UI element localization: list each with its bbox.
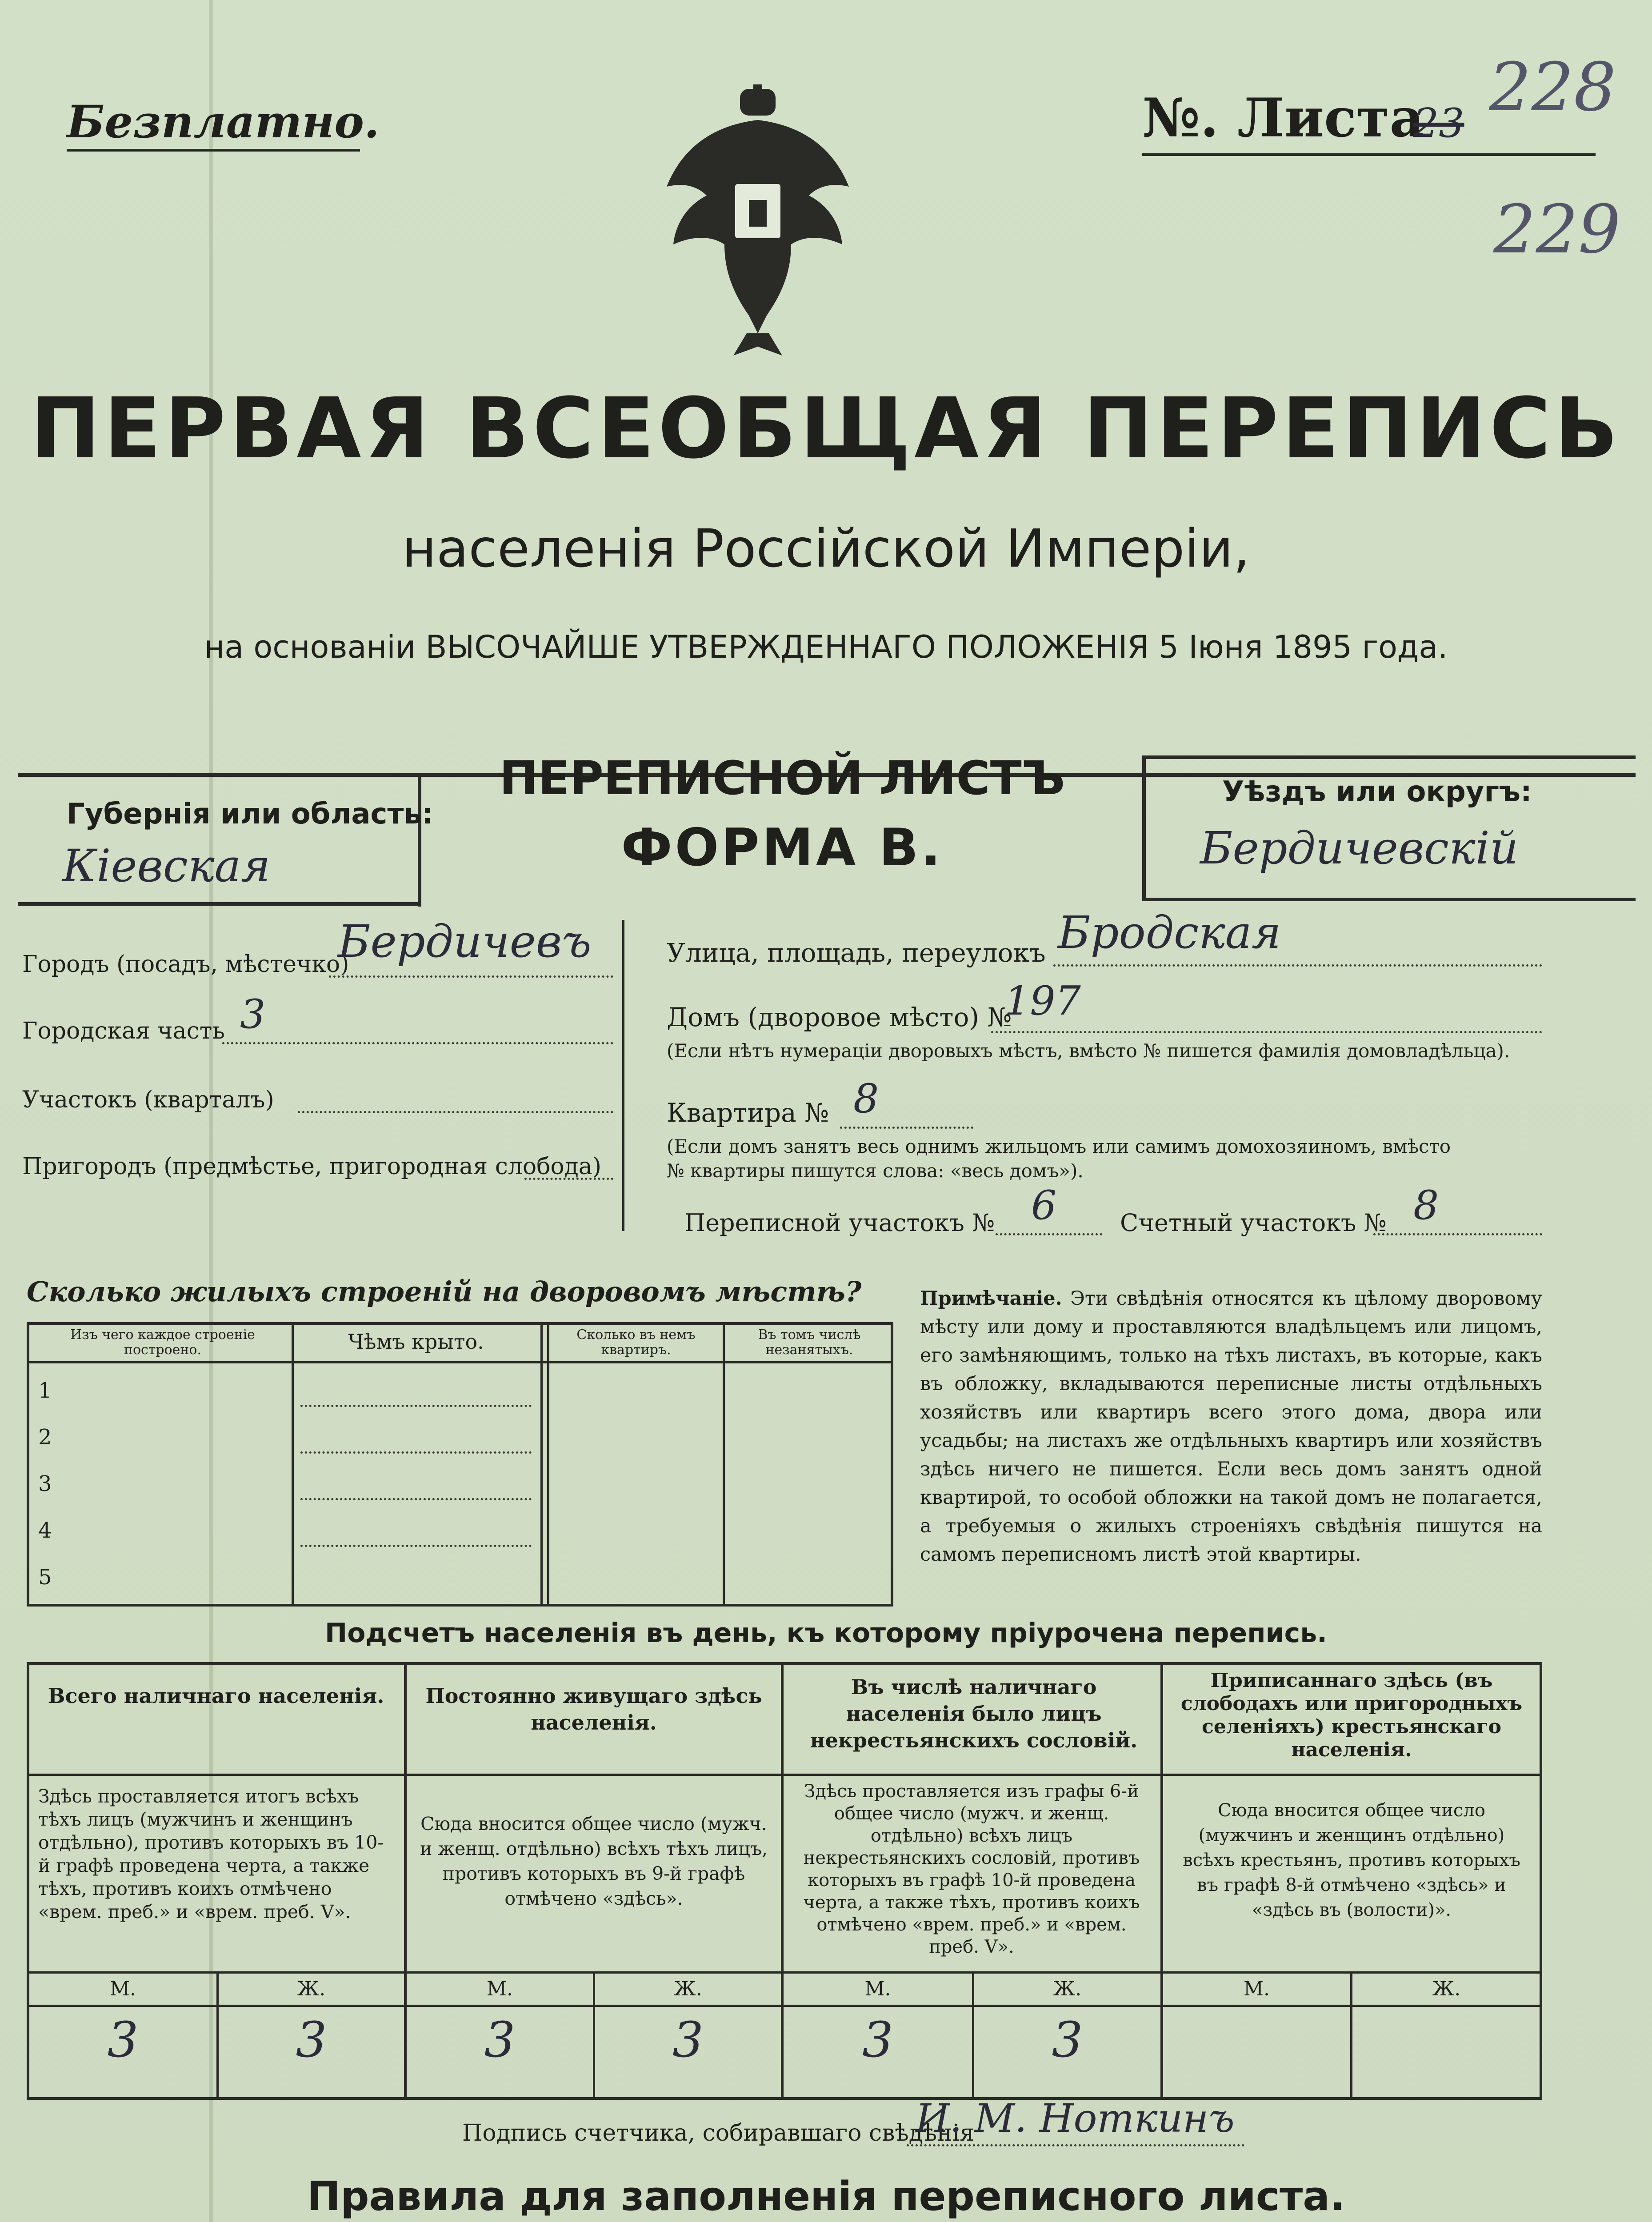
buildings-col-divider-3 [547,1325,549,1605]
tally-col-1-m-value: 3 [107,2011,139,2068]
tally-col-1-f-label: Ж. [297,1978,326,2000]
note-body: Эти свѣдѣнія относятся къ цѣлому дворовому мѣсту или дому и проставляются владѣльцемъ или лицомъ, его замѣняющимъ, только на тѣхъ листахъ, въ которые, какъ въ обложку, вкладываются переписные листы отдѣльныхъ хозяйствъ или квартиръ всего этого дома, двора или усадьбы; на листахъ же отдѣльныхъ квартиръ или хозяйствъ здѣсь ничего не пишется. Если весь домъ занятъ одной квартирой, то особой обложки на такой домъ не полагается, а требуемыя о жилыхъ строеніяхъ свѣдѣнія пишутся на самомъ переписномъ листѣ этой квартиры. [920,1287,1543,1566]
tally-col-3-head: Въ числѣ наличнаго населенія было лицъ некрестьянскихъ сословій. [810,1675,1138,1752]
tally-col-2-text: Сюда вносится общее число (мужч. и женщ. отдѣльно) всѣхъ тѣхъ лицъ, противъ которыхъ въ 9-й графѣ отмѣчено «здѣсь». [420,1813,768,1909]
uezd-label: Уѣздъ или округъ: [1222,775,1532,808]
tally-table [27,1662,1542,2100]
buildings-col-divider-1 [292,1325,294,1605]
gubernia-label: Губернія или область: [67,798,433,831]
city-part-line [222,1042,613,1044]
tally-col-4-head: Приписаннаго здѣсь (въ слободахъ или пригородныхъ селеніяхъ) крестьянскаго населенія. [1180,1669,1523,1761]
tally-col-2-head: Постоянно живущаго здѣсь населенія. [425,1684,762,1734]
legal-basis: на основаніи ВЫСОЧАЙШЕ УТВЕРЖДЕННАГО ПОЛОЖЕНІЯ 5 Іюня 1895 года. [204,629,1448,665]
buildings-heading: Сколько жилыхъ строеній на дворовомъ мѣстѣ? [27,1275,862,1308]
census-area-label: Переписной участокъ № [684,1209,995,1237]
tally-col-1-m-label: М. [109,1978,136,2000]
building-row-line-3 [300,1498,532,1500]
count-area-label: Счетный участокъ № [1120,1209,1387,1237]
tally-col-4-f-label: Ж. [1432,1978,1461,2000]
count-area-value: 8 [1413,1182,1439,1229]
apartment-note-1: (Если домъ занятъ весь однимъ жильцомъ или самимъ домохозяиномъ, вмѣсто [667,1135,1451,1157]
tally-col-1-f-value: 3 [296,2011,327,2068]
tally-col-1-text: Здѣсь проставляется итогъ всѣхъ тѣхъ лицъ (мужчинъ и женщинъ отдѣльно), противъ которыхъ въ 10-й графѣ проведена черта, а также тѣхъ, противъ коихъ отмѣчено «врем. преб.» и «врем. преб. V». [38,1786,384,1922]
buildings-col-apartments: Сколько въ немъ квартиръ. [576,1327,696,1358]
buildings-col-divider-2 [540,1325,543,1605]
buildings-header-rule [29,1361,892,1363]
main-title: ПЕРВАЯ ВСЕОБЩАЯ ПЕРЕПИСЬ [30,380,1622,477]
apartment-line [840,1127,973,1129]
form-box-left [418,773,421,907]
signature-value: И. М. Ноткинъ [916,2095,1235,2141]
sheet-number-underline [1142,153,1596,156]
tally-col-3-f-value: 3 [1052,2011,1083,2068]
form-title-2: ФОРМА В. [621,818,944,878]
census-area-value: 6 [1031,1182,1057,1229]
rules-title: Правила для заполненія переписного листа. [307,2173,1345,2220]
sheet-number-hand: 228 [1489,49,1616,126]
city-part-label: Городская часть [22,1018,225,1044]
subtitle: населенія Россійской Имперіи, [402,518,1250,579]
census-area-line [996,1233,1102,1235]
apartment-note-2: № квартиры пишутся слова: «весь домъ»). [667,1160,1084,1182]
free-underline [67,149,360,152]
tally-col-3-m-value: 3 [862,2011,893,2068]
building-row-line-4 [300,1545,532,1547]
tally-col-3-text: Здѣсь проставляется изъ графы 6-й общее число (мужч. и женщ. отдѣльно) всѣхъ лицъ некрестьянскихъ сословій, противъ которыхъ въ графѣ 10-й проведена черта, а также тѣхъ, противъ коихъ отмѣчено «врем. преб.» и «врем. преб. V». [803,1781,1140,1957]
suburb-line [524,1178,613,1180]
tally-values-rule [29,2005,1540,2007]
building-row-5: 5 [38,1565,52,1590]
signature-line [907,2144,1244,2146]
street-line [1053,964,1542,967]
house-value: 197 [1004,978,1081,1024]
form-box-right [1142,755,1146,898]
tally-col-2-m-label: М. [486,1978,513,2000]
uezd-box-top [1142,755,1636,759]
district-label: Участокъ (кварталъ) [22,1087,274,1113]
buildings-table [27,1322,893,1607]
building-row-1: 1 [38,1378,52,1403]
building-row-line-2 [300,1451,532,1454]
buildings-col-roof: Чѣмъ крыто. [348,1330,484,1354]
tally-col-2-f-label: Ж. [674,1978,702,2000]
tally-col-2-m-value: 3 [484,2011,516,2068]
building-row-2: 2 [38,1425,52,1450]
form-title-1: ПЕРЕПИСНОЙ ЛИСТЪ [499,751,1065,805]
tally-heading: Подсчетъ населенія въ день, къ которому пріурочена перепись. [325,1618,1327,1649]
building-row-3: 3 [38,1471,52,1496]
sheet-number-label: №. Листа [1142,87,1424,149]
count-area-line [1373,1233,1542,1235]
city-part-value: 3 [240,991,266,1038]
apartment-label: Квартира № [667,1098,829,1128]
gubernia-box-bottom [18,902,418,906]
house-label: Домъ (дворовое мѣсто) № [667,1002,1012,1032]
tally-col-1-head: Всего наличнаго населенія. [48,1684,384,1708]
city-line [329,975,613,978]
tally-mf-rule [29,1971,1540,1974]
building-row-4: 4 [38,1518,52,1543]
signature-label: Подпись счетчика, собиравшаго свѣдѣнія [462,2120,975,2146]
tally-col-divider-3 [1160,1665,1163,2098]
imperial-eagle-emblem [658,84,858,360]
tally-head-rule [29,1774,1540,1776]
building-row-line-1 [300,1405,532,1407]
city-value: Бердичевъ [338,915,592,967]
tally-col-2-f-value: 3 [672,2011,704,2068]
district-line [298,1111,613,1113]
tally-col-4-text: Сюда вносится общее число (мужчинъ и женщинъ отдѣльно) всѣхъ крестьянъ, противъ которыхъ въ графѣ 8-й отмѣчено «здѣсь» и «здѣсь въ (волости)». [1183,1800,1520,1920]
tally-col-3-m-label: М. [864,1978,891,2000]
free-label: Безплатно. [67,96,380,148]
tally-col-4-m-label: М. [1243,1978,1270,2000]
city-label: Городъ (посадъ, мѣстечко) [22,951,349,978]
tally-col-3-f-label: Ж. [1053,1978,1082,2000]
address-divider [622,920,624,1231]
note-lead: Примѣчаніе. [920,1287,1062,1310]
house-note: (Если нѣтъ нумераціи дворовыхъ мѣстъ, вмѣсто № пишется фамилія домовладѣльца). [667,1040,1510,1062]
street-label: Улица, площадь, переулокъ [667,938,1046,968]
sheet-number-struck: 23 [1413,100,1464,147]
sheet-number-hand-2: 229 [1493,191,1621,268]
apartment-value: 8 [853,1075,879,1122]
street-value: Бродская [1058,907,1281,959]
buildings-col-divider-4 [723,1325,725,1605]
uezd-value: Бердичевскій [1200,822,1519,874]
suburb-label: Пригородъ (предмѣстье, пригородная слобода) [22,1153,602,1180]
buildings-col-vacant: Въ томъ числѣ незанятыхъ. [758,1327,861,1358]
house-line [991,1031,1542,1033]
buildings-col-material: Изъ чего каждое строеніе построено. [70,1327,255,1358]
uezd-box-bottom [1142,898,1636,901]
note-text [920,1284,1542,1569]
gubernia-value: Кіевская [62,840,271,892]
